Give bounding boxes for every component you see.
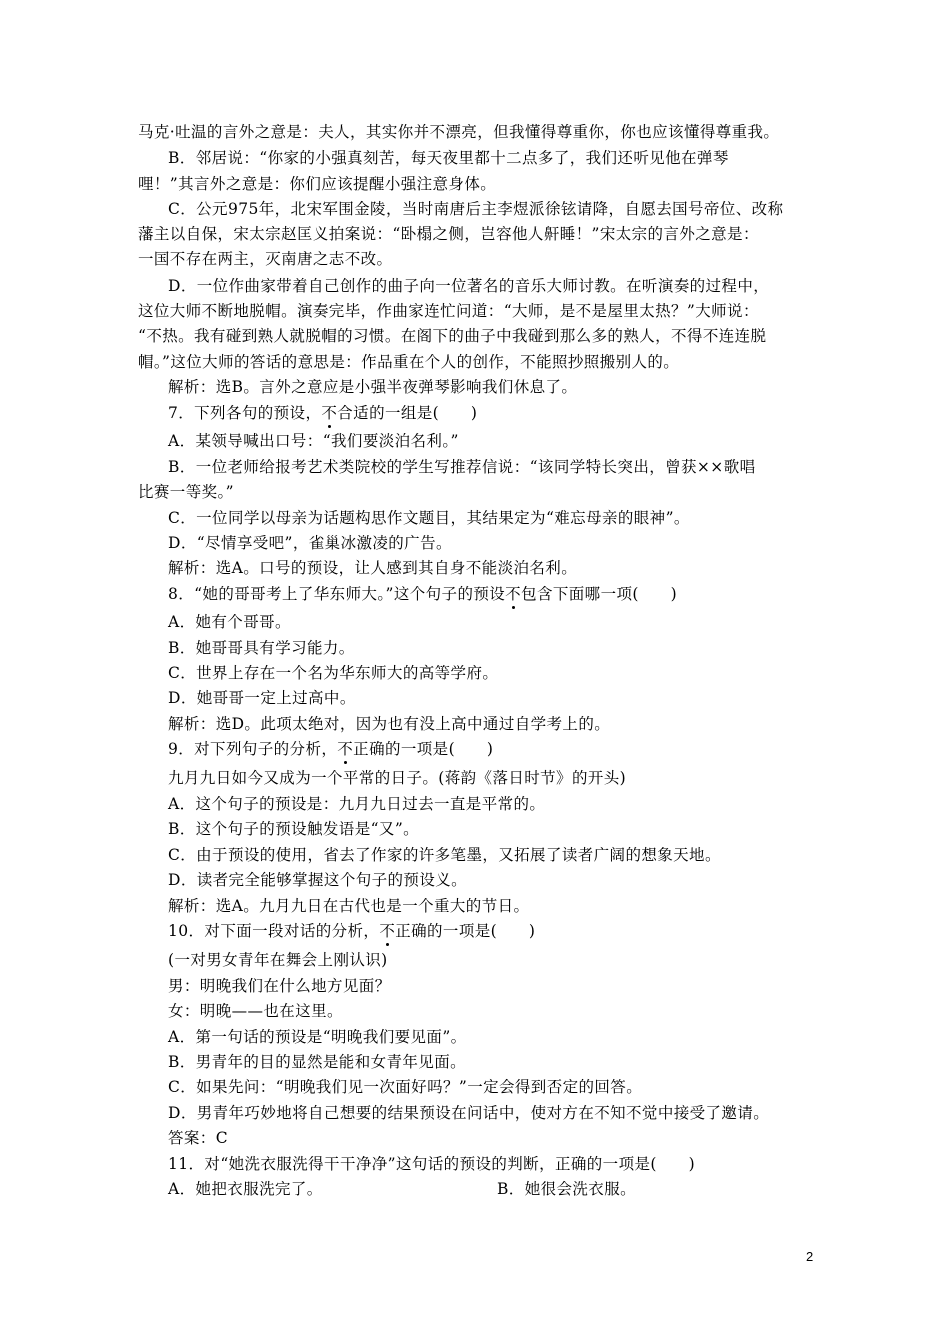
- text-line: 这位大师不断地脱帽。演奏完毕，作曲家连忙问道：“大师，是不是屋里太热？”大师说：: [138, 302, 759, 320]
- text-line: 帽。”这位大师的答话的意思是：作品重在个人的创作，不能照抄照搬别人的。: [138, 353, 680, 371]
- option-c: C．一位同学以母亲为话题构思作文题目，其结果定为“难忘母亲的眼神”。: [168, 509, 690, 527]
- page-number: 2: [806, 1249, 814, 1264]
- option-d: D．男青年巧妙地将自己想要的结果预设在问话中，使对方在不知不觉中接受了邀请。: [168, 1104, 770, 1122]
- question-text: 合适的一组是( ): [337, 404, 478, 422]
- dialogue-context: (一对男女青年在舞会上刚认识): [168, 951, 388, 969]
- option-a: A．某领导喊出口号：“我们要淡泊名利。”: [168, 432, 459, 450]
- option-a: A．她有个哥哥。: [168, 613, 291, 631]
- text-line: 哩！”其言外之意是：你们应该提醒小强注意身体。: [138, 175, 497, 193]
- question-11: 11．对“她洗衣服洗得干干净净”这句话的预设的判断，正确的一项是( ): [168, 1155, 696, 1173]
- question-text: 正确的一项是( ): [395, 922, 536, 940]
- question-text: 包含下面哪一项( ): [521, 585, 678, 603]
- option-b: B．她很会洗衣服。: [497, 1180, 636, 1198]
- option-b: B．一位老师给报考艺术类院校的学生写推荐信说：“该同学特长突出，曾获××歌唱: [168, 458, 756, 476]
- answer-analysis: 解析：选B。言外之意应是小强半夜弹琴影响我们休息了。: [168, 378, 578, 396]
- question-text: 10．对下面一段对话的分析，: [168, 922, 380, 940]
- answer-analysis: 解析：选A。口号的预设，让人感到其自身不能淡泊名利。: [168, 559, 578, 577]
- dialogue-line: 女：明晚——也在这里。: [168, 1002, 343, 1020]
- option-c: C．如果先问：“明晚我们见一次面好吗？”一定会得到否定的回答。: [168, 1078, 643, 1096]
- answer: 答案：C: [168, 1129, 228, 1147]
- question-10: [168, 921, 535, 941]
- text-line: D．一位作曲家带着自己创作的曲子向一位著名的音乐大师讨教。在听演奏的过程中，: [168, 277, 770, 295]
- option-b: B．男青年的目的显然是能和女青年见面。: [168, 1053, 466, 1071]
- option-a: A．她把衣服洗完了。: [168, 1180, 323, 1198]
- emphasis-mark: 不: [505, 585, 522, 603]
- text-line: C．公元975年，北宋军围金陵，当时南唐后主李煜派徐铉请降，自愿去国号帝位、改称: [168, 200, 784, 218]
- option-a: A．这个句子的预设是：九月九日过去一直是平常的。: [168, 795, 546, 813]
- question-8: [168, 584, 677, 604]
- text-line: 一国不存在两主，灭南唐之志不改。: [138, 250, 393, 268]
- option-a: A．第一句话的预设是“明晚我们要见面”。: [168, 1028, 467, 1046]
- question-text: 7．下列各句的预设，: [168, 404, 322, 422]
- question-9: [168, 739, 493, 759]
- question-7: [168, 403, 477, 423]
- option-d: D．读者完全能够掌握这个句子的预设义。: [168, 871, 468, 889]
- option-c: C．世界上存在一个名为华东师大的高等学府。: [168, 664, 499, 682]
- answer-analysis: 解析：选D。此项太绝对，因为也有没上高中通过自学考上的。: [168, 715, 611, 733]
- text-line: B．邻居说：“你家的小强真刻苦，每天夜里都十二点多了，我们还听见他在弹琴: [168, 149, 729, 167]
- option-c: C．由于预设的使用，省去了作家的许多笔墨，又拓展了读者广阔的想象天地。: [168, 846, 721, 864]
- emphasis-mark: 不: [379, 922, 396, 940]
- quoted-sentence: 九月九日如今又成为一个平常的日子。(蒋韵《落日时节》的开头): [168, 769, 627, 787]
- option-b: B．这个句子的预设触发语是“又”。: [168, 820, 420, 838]
- answer-analysis: 解析：选A。九月九日在古代也是一个重大的节日。: [168, 897, 530, 915]
- option-d: D．“尽情享受吧”，雀巢冰激凌的广告。: [168, 534, 452, 552]
- question-text: 正确的一项是( ): [353, 740, 494, 758]
- option-d: D．她哥哥一定上过高中。: [168, 689, 356, 707]
- text-line: 比赛一等奖。”: [138, 483, 234, 501]
- text-line: “不热。我有碰到熟人就脱帽的习惯。在阁下的曲子中我碰到那么多的熟人，不得不连连脱: [138, 327, 767, 345]
- text-line: 马克·吐温的言外之意是：夫人，其实你并不漂亮，但我懂得尊重你，你也应该懂得尊重我。: [138, 123, 780, 141]
- question-text: 8．“她的哥哥考上了华东师大。”这个句子的预设: [168, 585, 506, 603]
- question-text: 9．对下列句子的分析，: [168, 740, 338, 758]
- text-line: 藩主以自保，宋太宗赵匡义拍案说：“卧榻之侧，岂容他人鼾睡！”宋太宗的言外之意是：: [138, 225, 759, 243]
- option-b: B．她哥哥具有学习能力。: [168, 639, 355, 657]
- emphasis-mark: 不: [337, 740, 354, 758]
- emphasis-mark: 不: [321, 404, 338, 422]
- dialogue-line: 男：明晚我们在什么地方见面？: [168, 977, 391, 995]
